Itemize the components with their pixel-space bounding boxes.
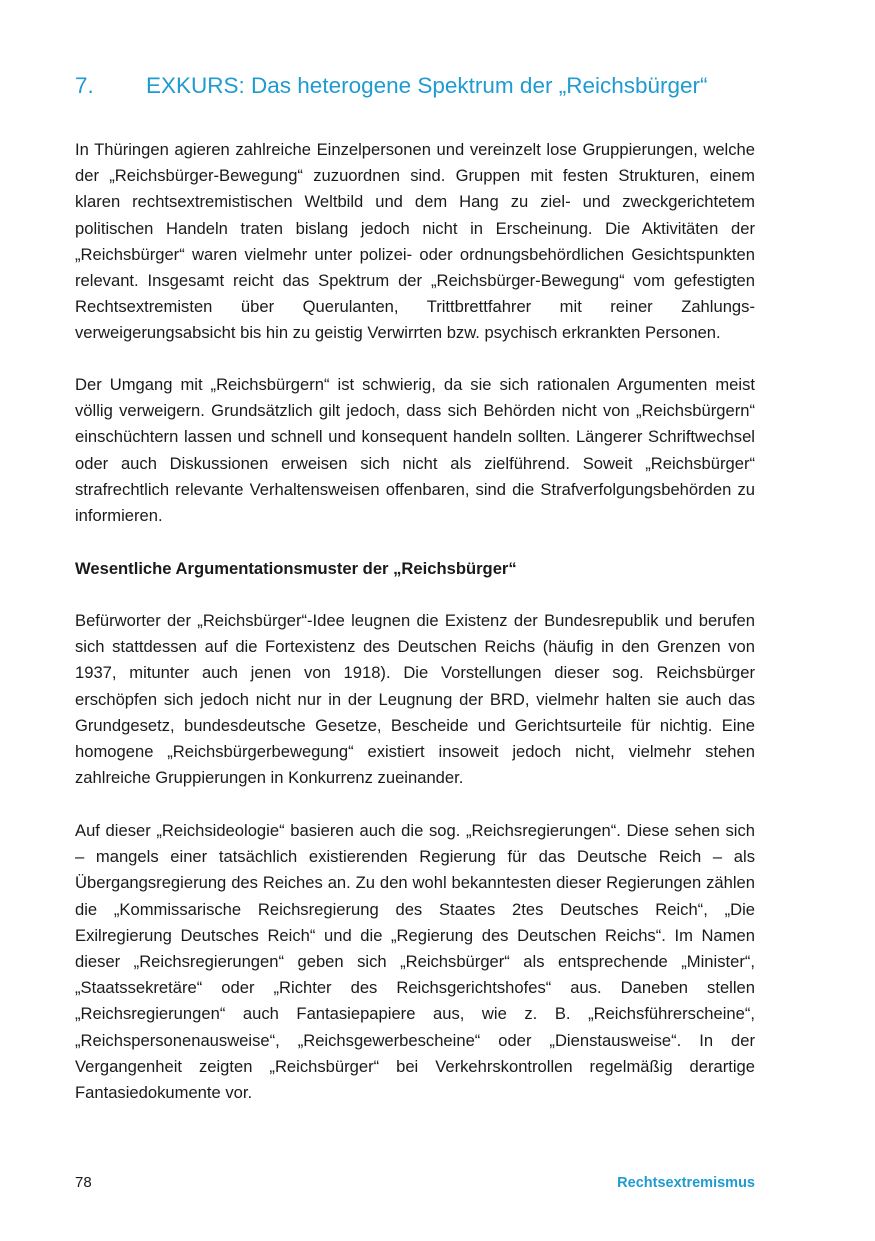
page-footer [75, 1170, 755, 1196]
subheading-argumentation: Wesentliche Argumentationsmuster der „Reichsbürger“ [75, 559, 517, 578]
footer-section-title: Rechtsextremismus [617, 1175, 755, 1191]
paragraph-governments: Auf dieser „Reichsideologie“ basieren auch die sog. „Reichsregierungen“. Diese sehen sich – mangels einer tatsächlich existierenden Regierung für das Deutsche Reich – als Übergangsregierung des Reiches an. Zu den wohl bekanntesten dieser Regierungen zählen die „Kommissarische Reichsregierung des Staates 2tes Deutsches Reich“, „Die Exilregierung Deutsches Reich“ und die „Regierung des Deutschen Reichs“. Im Namen dieser „Reichsregierungen“ geben sich „Reichsbürger“ als entsprechende „Minister“, „Staatssekretäre“ oder „Richter des Reichsgerichtshofes“ aus. Daneben stellen „Reichsregierungen“ auch Fantasiepapiere aus, wie z. B. „Reichsführerscheine“, „Reichspersonenausweise“, „Reichsgewerbescheine“ oder „Dienstausweise“. In der Vergangenheit zeigten „Reichsbürger“ bei Verkehrskontrollen regelmäßig derartige Fantasiedokumente vor. [75, 821, 755, 1103]
paragraph-handling: Der Umgang mit „Reichsbürgern“ ist schwierig, da sie sich rationalen Argumenten meist völlig verweigern. Grundsätzlich gilt jedoch, dass sich Behörden nicht von „Reichsbürgern“ einschüchtern lassen und schnell und konsequent handeln sollten. Längerer Schriftwechsel oder auch Diskussionen erweisen sich nicht als zielführend. Soweit „Reichsbürger“ strafrechtlich relevante Verhaltensweisen offenbaren, sind die Strafverfolgungsbehörden zu informieren. [75, 375, 755, 526]
paragraph-ideology: Befürworter der „Reichsbürger“-Idee leugnen die Existenz der Bundesrepublik und berufen sich stattdessen auf die Fortexistenz des Deutschen Reichs (häufig in den Grenzen von 1937, mitunter auch jenen von 1918). Die Vorstellungen dieser sog. Reichsbürger erschöpfen sich jedoch nicht nur in der Leugnung der BRD, vielmehr halten sie auch das Grundgesetz, bundesdeutsche Gesetze, Bescheide und Gerichtsurteile für nichtig. Eine homogene „Reichsbürgerbewegung“ existiert insoweit jedoch nicht, vielmehr stehen zahlreiche Gruppierungen in Konkurrenz zueinander. [75, 611, 755, 788]
section-number: 7. [75, 73, 94, 98]
page-number: 78 [75, 1174, 92, 1191]
document-page [75, 0, 755, 1241]
section-heading [75, 70, 755, 102]
paragraph-intro: In Thüringen agieren zahlreiche Einzelpersonen und vereinzelt lose Gruppierungen, welche der „Reichsbürger-Bewegung“ zuzuordnen sind. Gruppen mit festen Strukturen, einem klaren rechtsextremistischen Weltbild und dem Hang zu ziel- und zweckgerichtetem politischen Handeln traten bislang jedoch nicht in Erscheinung. Die Aktivitäten der „Reichsbürger“ waren vielmehr unter polizei- oder ordnungsbehördlichen Gesichtspunkten relevant. Insgesamt reicht das Spektrum der „Reichsbürger-Bewegung“ vom gefestigten Rechtsextremisten über Querulanten, Trittbrettfahrer mit reiner Zahlungsverweigerungsabsicht bis hin zu geistig Verwirrten bzw. psychisch erkrankten Personen. [75, 140, 755, 343]
section-title: EXKURS: Das heterogene Spektrum der „Reichsbürger“ [146, 73, 708, 98]
